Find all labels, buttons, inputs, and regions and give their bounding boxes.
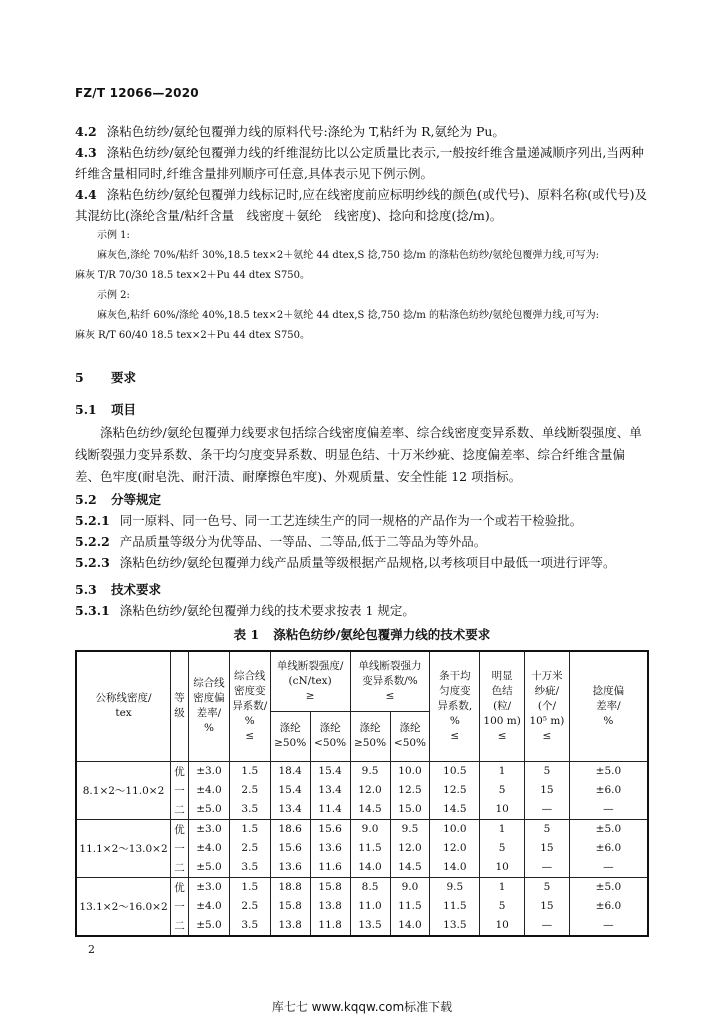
value-cell: ±6.0 [569,839,648,858]
page-number: 2 [88,943,95,956]
value-cell: 8.5 [350,877,390,897]
value-cell: ±4.0 [189,897,230,916]
section-number: 5.3 [75,582,97,597]
section-number: 5.2 [75,492,97,507]
section-number: 5.1 [75,402,97,417]
spec-cell: 13.1×2～16.0×2 [76,877,171,936]
value-cell: — [525,858,570,878]
value-cell: 5 [525,819,570,839]
value-cell: ±3.0 [189,761,230,781]
section-title: 要求 [111,370,137,385]
subheader-polyester-ge50: 涤纶 ≥50% [270,711,310,761]
table-title: 涤粘色纺纱/氨纶包覆弹力线的技术要求 [273,627,491,642]
value-cell: 9.0 [350,819,390,839]
value-cell: 11.8 [310,916,350,936]
section-5-2-heading [75,490,161,508]
clause-5-2-3 [75,552,647,573]
value-cell: 14.5 [390,858,430,878]
value-cell: 9.5 [430,877,480,897]
value-cell: 13.8 [270,916,310,936]
header-evenness-cv: 条干均 匀度变 异系数, % ≤ [430,651,480,761]
value-cell: 15.4 [310,761,350,781]
clause-text: 涤粘色纺纱/氨纶包覆弹力线标记时,应在线密度前应标明纱线的颜色(或代号)、原料名称(或代号)及其混纺比(涤纶含量/粘纤含量 线密度＋氨纶 线密度)、捻向和捻度(捻/m)。 [75,187,647,223]
value-cell: 18.4 [270,761,310,781]
header-density-cv: 综合线 密度变 异系数/ % ≤ [229,651,270,761]
value-cell: ±4.0 [189,781,230,800]
header-grade: 等 级 [171,651,189,761]
value-cell: 1.5 [229,761,270,781]
value-cell: 13.5 [350,916,390,936]
grade-cell: 二 [171,858,189,878]
clause-number: 4.3 [75,145,97,160]
value-cell: 10 [480,916,525,936]
table-number: 表 1 [233,627,260,642]
grade-cell: 优 [171,819,189,839]
value-cell: 10.0 [390,761,430,781]
example-line: 麻灰色,粘纤 60%/涤纶 40%,18.5 tex×2＋氨纶 44 dtex,S 捻,750 捻/m 的粘涤色纺纱/氨纶包覆弹力线,可写为: [97,310,599,321]
value-cell: ±5.0 [189,800,230,820]
section-5-1-heading [75,400,136,418]
value-cell: 1 [480,761,525,781]
value-cell: 13.4 [270,800,310,820]
clause-4-2 [75,121,647,142]
value-cell: 9.0 [390,877,430,897]
value-cell: 11.5 [350,839,390,858]
clause-text: 同一原料、同一色号、同一工艺连续生产的同一规格的产品作为一个或若干检验批。 [119,513,583,528]
value-cell: — [569,800,648,820]
value-cell: 2.5 [229,839,270,858]
clause-number: 5.2.2 [75,534,110,549]
value-cell: ±3.0 [189,877,230,897]
value-cell: ±6.0 [569,897,648,916]
clause-text: 产品质量等级分为优等品、一等品、二等品,低于二等品为等外品。 [119,534,487,549]
section-title: 技术要求 [111,582,162,597]
value-cell: 11.5 [430,897,480,916]
clause-number: 4.2 [75,124,97,139]
value-cell: 13.8 [310,897,350,916]
value-cell: ±5.0 [569,761,648,781]
clause-text: 涤粘色纺纱/氨纶包覆弹力线的纤维混纺比以公定质量比表示,一般按纤维含量递减顺序列出,当两种纤维含量相同时,纤维含量排列顺序可任意,具体表示见下例示例。 [75,145,644,181]
value-cell: 12.5 [430,781,480,800]
value-cell: — [525,800,570,820]
value-cell: 14.5 [350,800,390,820]
grade-cell: 一 [171,781,189,800]
value-cell: 15 [525,897,570,916]
section-5-heading [75,368,136,386]
subheader-polyester-ge50: 涤纶 ≥50% [350,711,390,761]
value-cell: 5 [480,839,525,858]
table-row [76,761,648,781]
value-cell: 10 [480,858,525,878]
value-cell: 10 [480,800,525,820]
header-yarn-faults: 十万米 纱疵/ (个/ 10⁵ m) ≤ [525,651,570,761]
subheader-polyester-lt50: 涤纶 <50% [390,711,430,761]
value-cell: — [569,858,648,878]
clause-5-2-1 [75,510,647,531]
value-cell: — [569,916,648,936]
section-title: 项目 [111,402,137,417]
value-cell: ±5.0 [569,819,648,839]
section-number: 5 [75,370,84,385]
header-strength-cv: 单线断裂强力 变异系数/% ≤ [350,651,430,711]
value-cell: 10.0 [430,819,480,839]
clause-text: 涤粘色纺纱/氨纶包覆弹力线产品质量等级根据产品规格,以考核项目中最低一项进行评等。 [119,555,616,570]
example-line: 麻灰 T/R 70/30 18.5 tex×2＋Pu 44 dtex S750。 [75,270,311,281]
value-cell: 15.8 [310,877,350,897]
value-cell: 14.5 [430,800,480,820]
clause-number: 5.2.3 [75,555,110,570]
value-cell: 1 [480,819,525,839]
value-cell: 11.4 [310,800,350,820]
value-cell: ±5.0 [189,858,230,878]
value-cell: 5 [480,897,525,916]
clause-5-3-1 [75,600,647,621]
value-cell: ±3.0 [189,819,230,839]
clause-number: 5.3.1 [75,603,110,618]
example-2 [75,286,647,346]
spec-cell: 8.1×2～11.0×2 [76,761,171,819]
value-cell: 12.0 [390,839,430,858]
value-cell: 9.5 [390,819,430,839]
value-cell: 3.5 [229,916,270,936]
clause-number: 4.4 [75,187,97,202]
value-cell: 1.5 [229,819,270,839]
value-cell: 14.0 [390,916,430,936]
example-title: 示例 2: [97,290,130,301]
value-cell: 1 [480,877,525,897]
value-cell: 11.0 [350,897,390,916]
example-title: 示例 1: [97,230,130,241]
value-cell: 5 [525,877,570,897]
value-cell: 9.5 [350,761,390,781]
table-row [76,877,648,897]
grade-cell: 优 [171,877,189,897]
header-strength: 单线断裂强度/ (cN/tex) ≥ [270,651,350,711]
value-cell: 15.6 [310,819,350,839]
value-cell: 15.8 [270,897,310,916]
value-cell: — [525,916,570,936]
technical-requirements-table [75,650,649,937]
clause-4-3 [75,142,647,184]
footer-watermark: 库七七 www.kqqw.com标准下载 [271,1000,453,1014]
value-cell: 10.5 [430,761,480,781]
value-cell: 5 [480,781,525,800]
value-cell: 12.5 [390,781,430,800]
grade-cell: 一 [171,839,189,858]
value-cell: 14.0 [350,858,390,878]
value-cell: ±4.0 [189,839,230,858]
value-cell: ±5.0 [569,877,648,897]
clause-4-4 [75,184,647,226]
example-line: 麻灰色,涤纶 70%/粘纤 30%,18.5 tex×2＋氨纶 44 dtex,S 捻,750 捻/m 的涤粘色纺纱/氨纶包覆弹力线,可写为: [97,250,599,261]
header-color-neps: 明显 色结 (粒/ 100 m) ≤ [480,651,525,761]
value-cell: 13.5 [430,916,480,936]
grade-cell: 二 [171,916,189,936]
clause-text: 涤粘色纺纱/氨纶包覆弹力线的技术要求按表 1 规定。 [119,603,415,618]
header-twist-deviation: 捻度偏 差率/ % [569,651,648,761]
value-cell: 1.5 [229,877,270,897]
example-1 [75,226,647,286]
value-cell: 13.6 [310,839,350,858]
value-cell: 12.0 [350,781,390,800]
standard-code: FZ/T 12066—2020 [75,86,199,100]
subheader-polyester-lt50: 涤纶 <50% [310,711,350,761]
section-title: 分等规定 [111,492,162,507]
clause-5-2-2 [75,531,647,552]
grade-cell: 一 [171,897,189,916]
value-cell: 2.5 [229,897,270,916]
value-cell: 14.0 [430,858,480,878]
value-cell: ±5.0 [189,916,230,936]
grade-cell: 二 [171,800,189,820]
value-cell: 12.0 [430,839,480,858]
clause-number: 5.2.1 [75,513,110,528]
value-cell: 18.6 [270,819,310,839]
grade-cell: 优 [171,761,189,781]
value-cell: 11.5 [390,897,430,916]
value-cell: 3.5 [229,800,270,820]
value-cell: 15 [525,839,570,858]
value-cell: 18.8 [270,877,310,897]
section-5-1-text: 涤粘色纺纱/氨纶包覆弹力线要求包括综合线密度偏差率、综合线密度变异系数、单线断裂强度、单线断裂强力变异系数、条干均匀度变异系数、明显色结、十万米纱疵、捻度偏差率、综合纤维含量偏差、色牢度(耐皂洗、耐汗渍、耐摩擦色牢度)、外观质量、安全性能 12 项指标。 [75,425,642,484]
header-spec: 公称线密度/ tex [76,651,171,761]
clause-text: 涤粘色纺纱/氨纶包覆弹力线的原料代号:涤纶为 T,粘纤为 R,氨纶为 Pu。 [106,124,505,139]
value-cell: 2.5 [229,781,270,800]
value-cell: 5 [525,761,570,781]
value-cell: 15 [525,781,570,800]
value-cell: 13.6 [270,858,310,878]
section-5-3-heading [75,580,161,598]
value-cell: ±6.0 [569,781,648,800]
value-cell: 15.0 [390,800,430,820]
spec-cell: 11.1×2～13.0×2 [76,819,171,877]
value-cell: 15.6 [270,839,310,858]
value-cell: 3.5 [229,858,270,878]
header-density-deviation: 综合线 密度偏 差率/ % [189,651,230,761]
table-caption [0,625,724,643]
value-cell: 11.6 [310,858,350,878]
value-cell: 13.4 [310,781,350,800]
example-line: 麻灰 R/T 60/40 18.5 tex×2＋Pu 44 dtex S750。 [75,330,311,341]
value-cell: 15.4 [270,781,310,800]
table-row [76,819,648,839]
